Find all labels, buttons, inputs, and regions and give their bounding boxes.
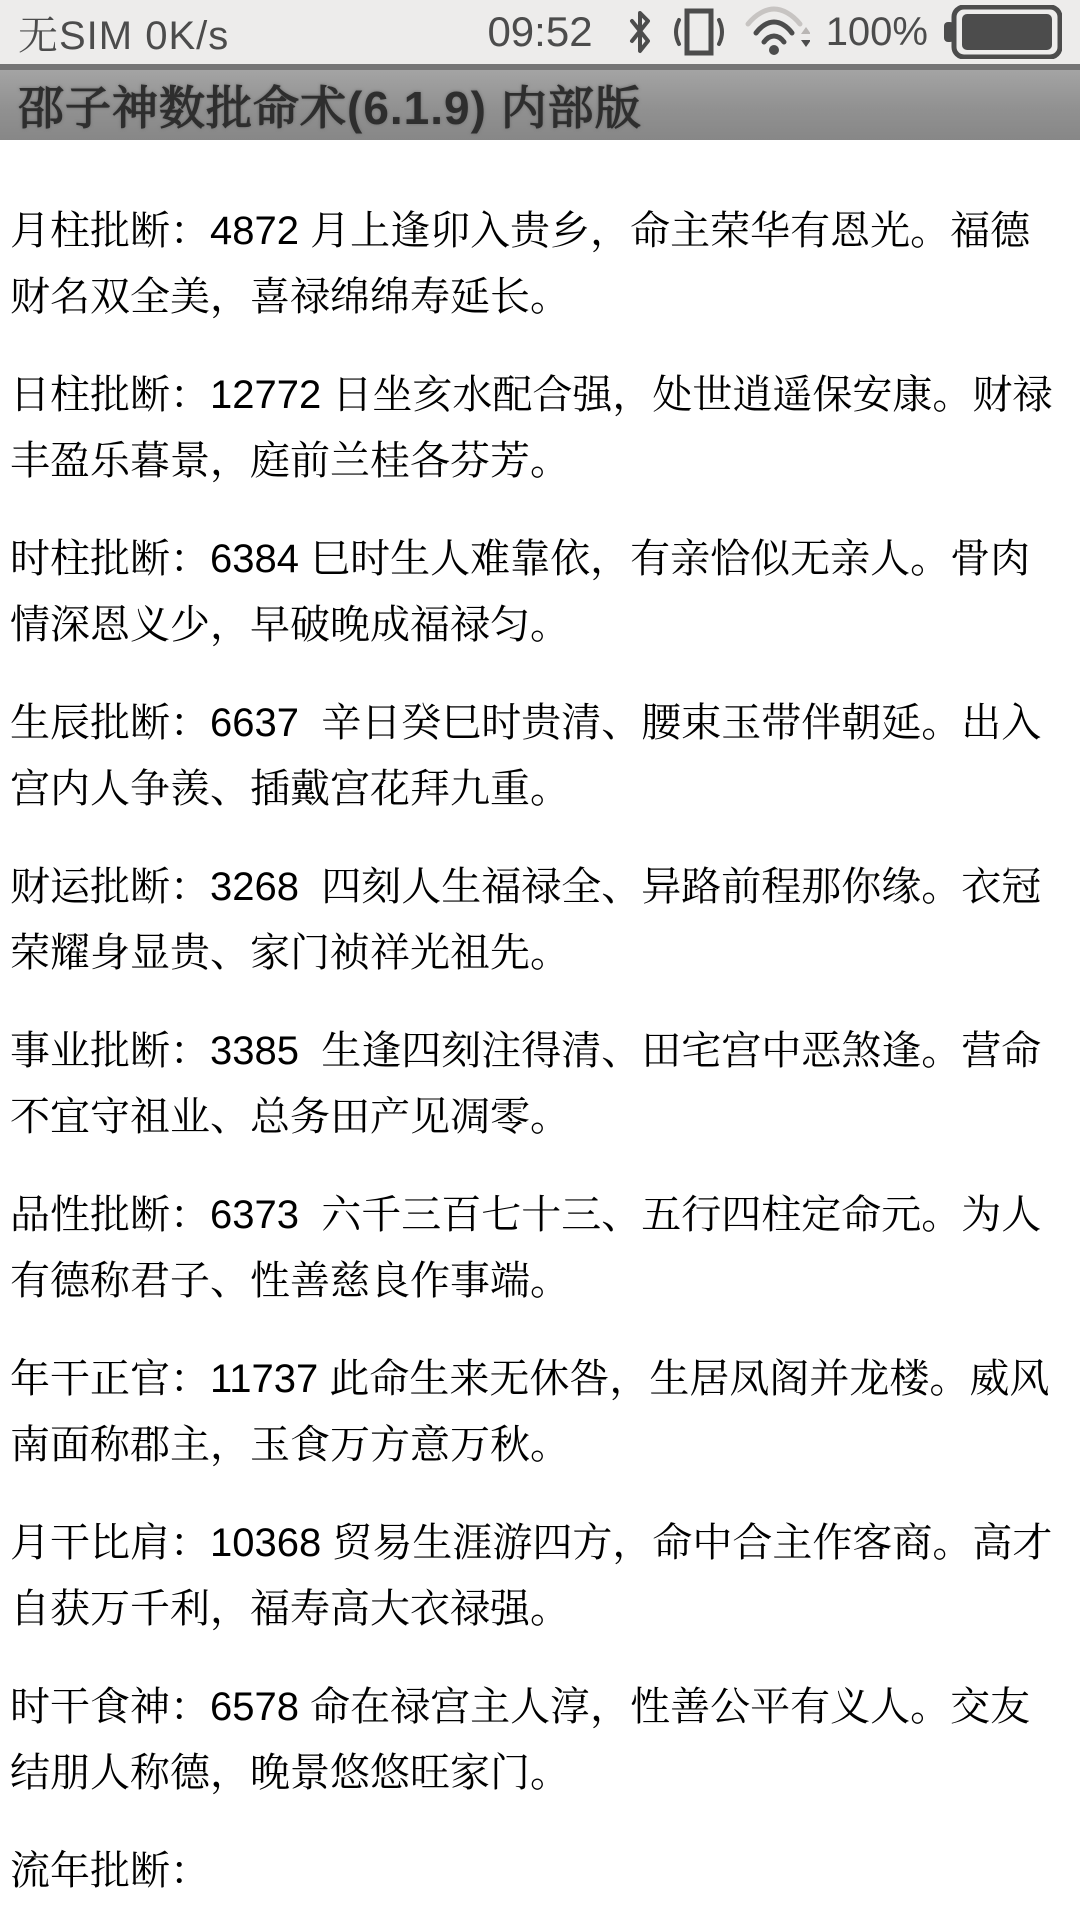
report-scroll-area[interactable] (0, 140, 1080, 1920)
status-bar (0, 0, 1080, 64)
bluetooth-icon (626, 8, 654, 56)
report-paragraph-wealth: 财运批断：3268 四刻人生福禄全、异路前程那你缘。衣冠荣耀身显贵、家门祯祥光祖先。 (10, 865, 1042, 975)
report-paragraph-career: 事业批断：3385 生逢四刻注得清、田宅宫中恶煞逢。营命不宜守祖业、总务田产见凋零。 (10, 1029, 1042, 1139)
status-icons (626, 5, 1062, 59)
report-paragraph-year-stem: 年干正官：11737 此命生来无休咎，生居凤阁并龙楼。威风南面称郡主，玉食万方意万秋。 (10, 1357, 1050, 1467)
vibrate-icon (670, 7, 728, 57)
report-paragraph-month-pillar: 月柱批断：4872 月上逢卯入贵乡，命主荣华有恩光。福德财名双全美，喜禄绵绵寿延长。 (10, 209, 1031, 319)
app-title-bar (0, 64, 1080, 140)
report-paragraph-hour-stem: 时干食神：6578 命在禄宫主人淳，性善公平有义人。交友结朋人称德，晚景悠悠旺家门。 (10, 1685, 1031, 1795)
report-paragraph-day-pillar: 日柱批断：12772 日坐亥水配合强，处世逍遥保安康。财禄丰盈乐暮景，庭前兰桂各芬芳。 (10, 373, 1053, 483)
report-paragraph-character: 品性批断：6373 六千三百七十三、五行四柱定命元。为人有德称君子、性善慈良作事端。 (10, 1193, 1042, 1303)
battery-icon (944, 5, 1062, 59)
battery-percent-label: 100% (825, 9, 928, 54)
report-paragraph-birth-time: 生辰批断：6637 辛日癸巳时贵清、腰束玉带伴朝延。出入宫内人争羡、插戴宫花拜九重。 (10, 701, 1042, 811)
app-title: 邵子神数批命术(6.1.9) 内部版 (18, 82, 642, 134)
report-paragraph-yearly-luck: 流年批断： (10, 1849, 210, 1893)
carrier-network-label: 无SIM 0K/s (18, 13, 230, 58)
report-paragraph-hour-pillar: 时柱批断：6384 巳时生人难靠依，有亲恰似无亲人。骨肉情深恩义少，早破晚成福禄匀。 (10, 537, 1031, 647)
wifi-icon (744, 6, 810, 58)
report-paragraph-month-stem: 月干比肩：10368 贸易生涯游四方，命中合主作客商。高才自获万千利，福寿高大衣禄强。 (10, 1521, 1053, 1631)
clock-label: 09:52 (487, 8, 593, 55)
